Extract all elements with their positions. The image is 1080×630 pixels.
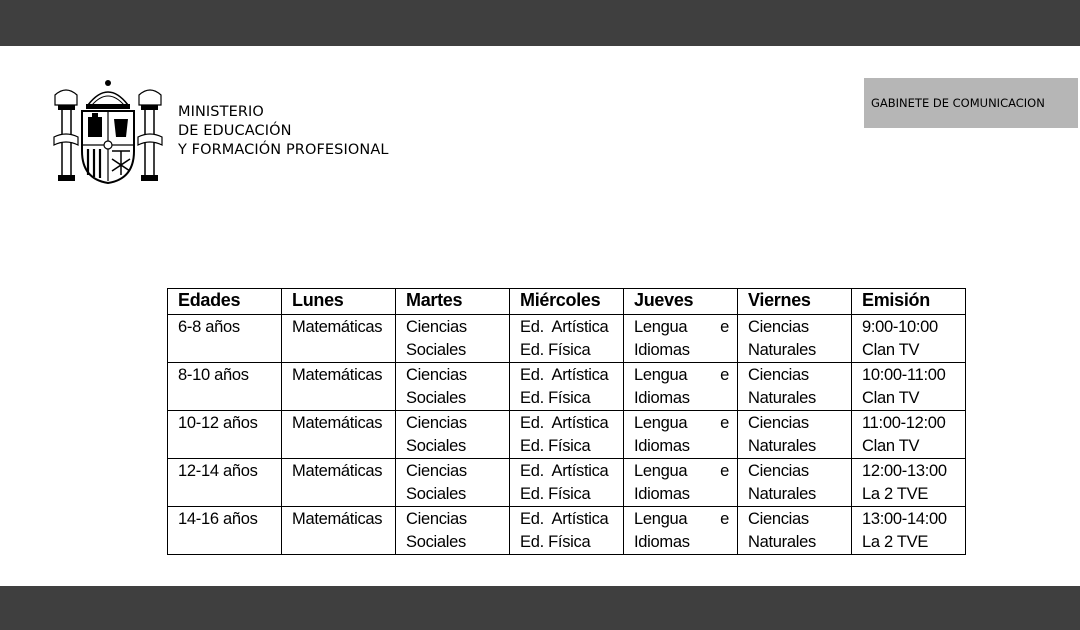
friday-cell — [738, 315, 852, 363]
subject-text: Lengua — [634, 414, 688, 432]
subject-text: Ed. Artística — [520, 318, 609, 336]
subject-text: Lengua — [634, 366, 688, 384]
table-row — [168, 459, 966, 507]
wednesday-cell — [510, 507, 624, 555]
time-text: 10:00-11:00 — [862, 366, 946, 384]
friday-cell — [738, 507, 852, 555]
subject-text: Ed. Física — [520, 485, 591, 503]
header-monday: Lunes — [282, 289, 396, 315]
monday-cell — [282, 411, 396, 459]
thursday-cell — [624, 363, 738, 411]
table-row — [168, 411, 966, 459]
bottom-bar — [0, 586, 1080, 630]
subject-text: Ed. Física — [520, 533, 591, 551]
age-cell: 6-8 años — [168, 315, 282, 363]
subject-text: Ciencias — [748, 510, 809, 528]
friday-cell — [738, 411, 852, 459]
subject-text: Lengua — [634, 510, 688, 528]
friday-cell — [738, 363, 852, 411]
wednesday-cell — [510, 411, 624, 459]
subject-text: Ciencias — [406, 462, 467, 480]
subject-text: Matemáticas — [292, 462, 383, 480]
tuesday-cell — [396, 315, 510, 363]
age-cell: 8-10 años — [168, 363, 282, 411]
subject-text: Ciencias — [406, 318, 467, 336]
subject-text: Ed. Artística — [520, 510, 609, 528]
subject-text: Ed. Física — [520, 437, 591, 455]
subject-text: Ciencias — [748, 366, 809, 384]
broadcast-cell — [852, 363, 966, 411]
subject-text: Ed. Artística — [520, 462, 609, 480]
subject-text: Ed. Artística — [520, 366, 609, 384]
age-cell: 10-12 años — [168, 411, 282, 459]
thursday-cell — [624, 459, 738, 507]
wednesday-cell — [510, 459, 624, 507]
subject-text: Ed. Física — [520, 389, 591, 407]
subject-text: e — [720, 510, 729, 528]
time-text: 12:00-13:00 — [862, 462, 947, 480]
tuesday-cell — [396, 507, 510, 555]
subject-text: Ciencias — [748, 462, 809, 480]
schedule-table — [167, 288, 966, 555]
subject-text: Matemáticas — [292, 318, 383, 336]
table-row — [168, 363, 966, 411]
monday-cell — [282, 315, 396, 363]
channel-text: La 2 TVE — [862, 485, 929, 503]
header-friday: Viernes — [738, 289, 852, 315]
channel-text: Clan TV — [862, 389, 920, 407]
subject-text: Idiomas — [634, 341, 690, 359]
channel-text: Clan TV — [862, 341, 920, 359]
subject-text: Naturales — [748, 437, 816, 455]
subject-text: Ed. Física — [520, 341, 591, 359]
wednesday-cell — [510, 363, 624, 411]
subject-text: Idiomas — [634, 533, 690, 551]
ministry-line: DE EDUCACIÓN — [178, 123, 292, 139]
thursday-cell — [624, 315, 738, 363]
table-row — [168, 507, 966, 555]
subject-text: Naturales — [748, 341, 816, 359]
time-text: 11:00-12:00 — [862, 414, 946, 432]
tuesday-cell — [396, 363, 510, 411]
subject-text: Ciencias — [748, 318, 809, 336]
broadcast-cell — [852, 411, 966, 459]
subject-text: Naturales — [748, 485, 816, 503]
subject-text: Naturales — [748, 389, 816, 407]
monday-cell — [282, 507, 396, 555]
tuesday-cell — [396, 411, 510, 459]
header-broadcast: Emisión — [852, 289, 966, 315]
subject-text: e — [720, 366, 729, 384]
subject-text: Sociales — [406, 437, 466, 455]
thursday-cell — [624, 411, 738, 459]
subject-text: Sociales — [406, 341, 466, 359]
thursday-cell — [624, 507, 738, 555]
friday-cell — [738, 459, 852, 507]
subject-text: e — [720, 462, 729, 480]
time-text: 13:00-14:00 — [862, 510, 947, 528]
channel-text: La 2 TVE — [862, 533, 929, 551]
subject-text: Matemáticas — [292, 414, 383, 432]
age-cell: 12-14 años — [168, 459, 282, 507]
subject-text: Sociales — [406, 533, 466, 551]
monday-cell — [282, 363, 396, 411]
header-tuesday: Martes — [396, 289, 510, 315]
subject-text: Naturales — [748, 533, 816, 551]
subject-text: Matemáticas — [292, 510, 383, 528]
coat-of-arms-logo — [52, 75, 164, 187]
wednesday-cell — [510, 315, 624, 363]
age-cell: 14-16 años — [168, 507, 282, 555]
subject-text: Lengua — [634, 462, 688, 480]
department-label: GABINETE DE COMUNICACION — [864, 78, 1078, 128]
ministry-line: Y FORMACIÓN PROFESIONAL — [178, 142, 389, 158]
subject-text: Lengua — [634, 318, 688, 336]
subject-text: Ciencias — [748, 414, 809, 432]
subject-text: Idiomas — [634, 437, 690, 455]
top-bar — [0, 0, 1080, 46]
subject-text: Idiomas — [634, 485, 690, 503]
subject-text: Sociales — [406, 485, 466, 503]
subject-text: Ciencias — [406, 414, 467, 432]
subject-text: Matemáticas — [292, 366, 383, 384]
monday-cell — [282, 459, 396, 507]
broadcast-cell — [852, 459, 966, 507]
tuesday-cell — [396, 459, 510, 507]
table-row — [168, 315, 966, 363]
subject-text: Ciencias — [406, 510, 467, 528]
subject-text: e — [720, 414, 729, 432]
subject-text: Sociales — [406, 389, 466, 407]
ministry-line: MINISTERIO — [178, 104, 264, 120]
subject-text: Idiomas — [634, 389, 690, 407]
subject-text: Ciencias — [406, 366, 467, 384]
table-header-row — [168, 289, 966, 315]
broadcast-cell — [852, 315, 966, 363]
broadcast-cell — [852, 507, 966, 555]
channel-text: Clan TV — [862, 437, 920, 455]
header-wednesday: Miércoles — [510, 289, 624, 315]
time-text: 9:00-10:00 — [862, 318, 938, 336]
subject-text: e — [720, 318, 729, 336]
header-ages: Edades — [168, 289, 282, 315]
ministry-name — [178, 103, 389, 160]
header-thursday: Jueves — [624, 289, 738, 315]
subject-text: Ed. Artística — [520, 414, 609, 432]
